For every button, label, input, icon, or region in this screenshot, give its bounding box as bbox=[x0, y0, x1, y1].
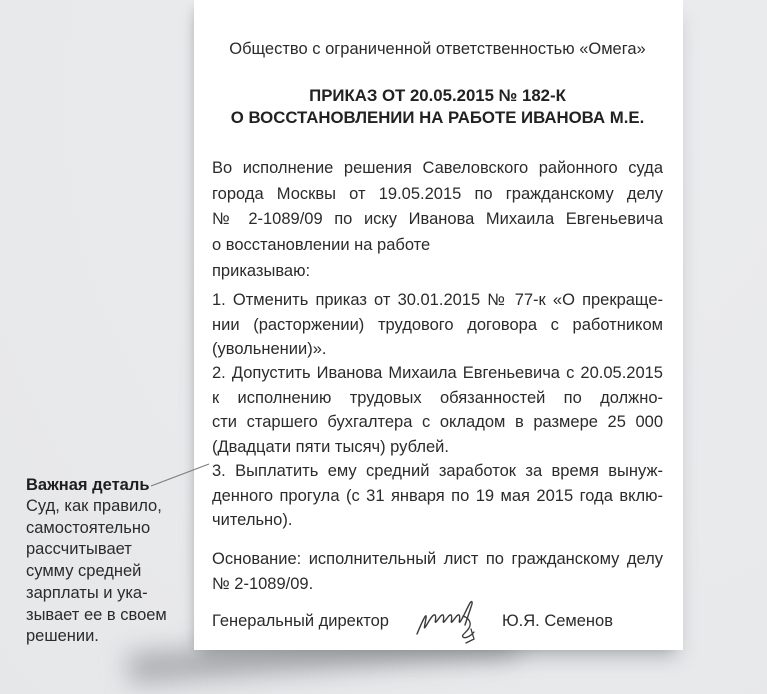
text-line: нии (расторжении) трудового договора с работником bbox=[212, 315, 663, 334]
annotation-title: Важная деталь bbox=[26, 476, 150, 494]
text-line: денного прогула (с 31 января по 19 мая 2015 года вклю- bbox=[212, 486, 663, 505]
text-line: о восстановлении на работе bbox=[212, 235, 431, 254]
document-page bbox=[194, 0, 683, 650]
text-line: города Москвы от 19.05.2015 по гражданскому делу bbox=[212, 184, 663, 203]
text-line: 3. Выплатить ему средний заработок за время вынуж- bbox=[212, 462, 663, 480]
signature-person-name: Ю.Я. Семенов bbox=[501, 612, 613, 630]
side-annotation bbox=[26, 474, 198, 648]
text-line: к исполнению трудовых обязанностей по должно- bbox=[212, 388, 663, 407]
text-line: рассчитывает bbox=[26, 540, 132, 559]
text-line: О ВОССТАНОВЛЕНИИ НА РАБОТЕ ИВАНОВА М.Е. bbox=[230, 108, 645, 127]
handwritten-signature-icon bbox=[414, 598, 486, 648]
preamble-paragraph bbox=[212, 156, 663, 258]
order-item-3 bbox=[212, 459, 663, 533]
text-line: зывает ее в своем bbox=[26, 605, 167, 624]
text-line: сумму средней bbox=[26, 562, 142, 581]
annotation-body bbox=[26, 496, 198, 648]
order-item-2 bbox=[212, 361, 663, 459]
text-line: (Двадцати пяти тысяч) рублей. bbox=[212, 437, 449, 456]
signature-role-label: Генеральный директор bbox=[212, 612, 389, 630]
text-line: № 2-1089/09 по иску Иванова Михаила Евгеньевича bbox=[212, 210, 663, 228]
text-line: самостоятельно bbox=[26, 518, 151, 537]
text-line: Основание: исполнительный лист по гражданскому делу bbox=[212, 550, 663, 568]
text-line: (увольнении)». bbox=[212, 340, 327, 358]
text-line: Суд, как правило, bbox=[26, 497, 162, 515]
text-line: чительно). bbox=[212, 511, 293, 529]
decree-word: приказываю: bbox=[212, 262, 311, 280]
basis-paragraph bbox=[212, 547, 663, 597]
text-line: Во исполнение решения Савеловского районного суда bbox=[212, 159, 663, 177]
text-line: зарплаты и ука- bbox=[26, 583, 148, 602]
organization-name: Общество с ограниченной ответственностью «Омега» bbox=[229, 40, 646, 58]
text-line: № 2-1089/09. bbox=[212, 575, 314, 593]
text-line: решении. bbox=[26, 627, 99, 646]
document-title bbox=[212, 85, 663, 129]
text-line: 2. Допустить Иванова Михаила Евгеньевича с 20.05.2015 bbox=[212, 364, 663, 382]
text-line: 1. Отменить приказ от 30.01.2015 № 77-к «О прекраще- bbox=[212, 291, 663, 309]
text-line: ПРИКАЗ ОТ 20.05.2015 № 182-К bbox=[309, 86, 566, 105]
text-line: сти старшего бухгалтера с окладом в размере 25 000 bbox=[212, 413, 663, 431]
order-item-1 bbox=[212, 288, 663, 362]
